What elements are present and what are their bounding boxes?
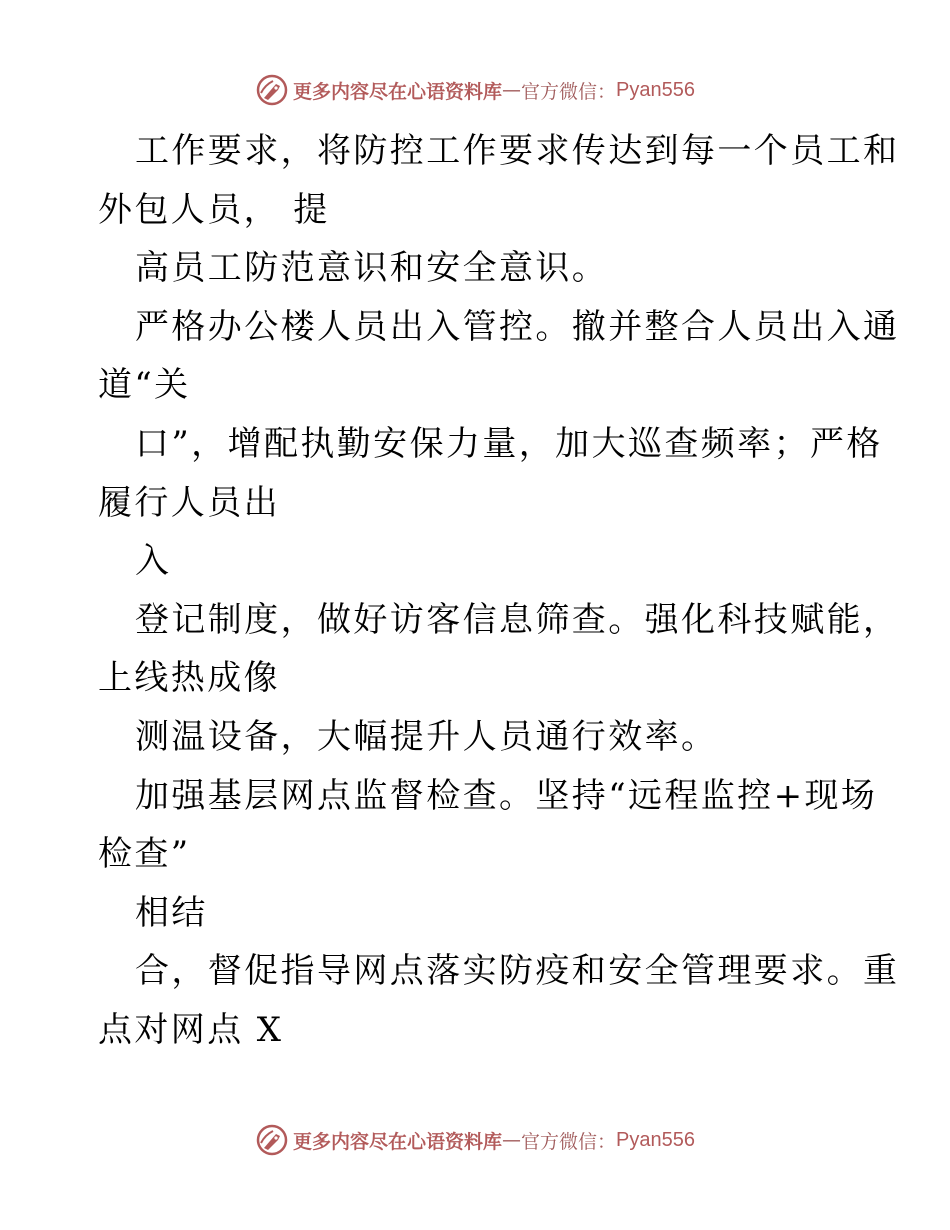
body-line: 相结 (135, 892, 208, 933)
watermark-dash: — (502, 1129, 522, 1151)
body-line: 入 (135, 541, 172, 582)
header-watermark (0, 70, 950, 110)
body-line: 加强基层网点监督检查。坚持“远程监控+现场 (135, 775, 878, 816)
watermark-wechat-id: Pyan556 (616, 78, 695, 101)
watermark-dash: — (502, 79, 522, 101)
body-line: 履行人员出 (98, 482, 280, 523)
watermark-label: 官方微信： (521, 80, 617, 103)
footer-watermark (0, 1120, 950, 1160)
body-line: 高员工防范意识和安全意识。 (135, 248, 609, 289)
body-line: 登记制度，做好访客信息筛查。强化科技赋能， (135, 599, 900, 640)
body-line: 工作要求，将防控工作要求传达到每一个员工和 (135, 131, 900, 171)
watermark-brand: 更多内容尽在心语资料库 (293, 80, 503, 103)
watermark-brand: 更多内容尽在心语资料库 (293, 1130, 503, 1153)
pen-nib-logo-icon (255, 73, 289, 107)
body-line: 外包人员， 提 (98, 189, 330, 230)
document-body (98, 122, 900, 1060)
body-line: 口”，增配执勤安保力量，加大巡查频率；严格 (135, 423, 883, 464)
watermark-wechat-id: Pyan556 (616, 1128, 695, 1151)
body-line: 道“关 (98, 365, 191, 406)
body-line: 检查” (98, 834, 191, 875)
body-line: 测温设备，大幅提升人员通行效率。 (135, 716, 718, 757)
body-line: 合，督促指导网点落实防疫和安全管理要求。重 (135, 951, 900, 992)
body-line: 严格办公楼人员出入管控。撤并整合人员出入通 (135, 306, 900, 347)
body-line: 上线热成像 (98, 658, 280, 699)
pen-nib-logo-icon (255, 1123, 289, 1157)
body-line: 点对网点 X (98, 1009, 284, 1050)
watermark-label: 官方微信： (521, 1130, 617, 1153)
